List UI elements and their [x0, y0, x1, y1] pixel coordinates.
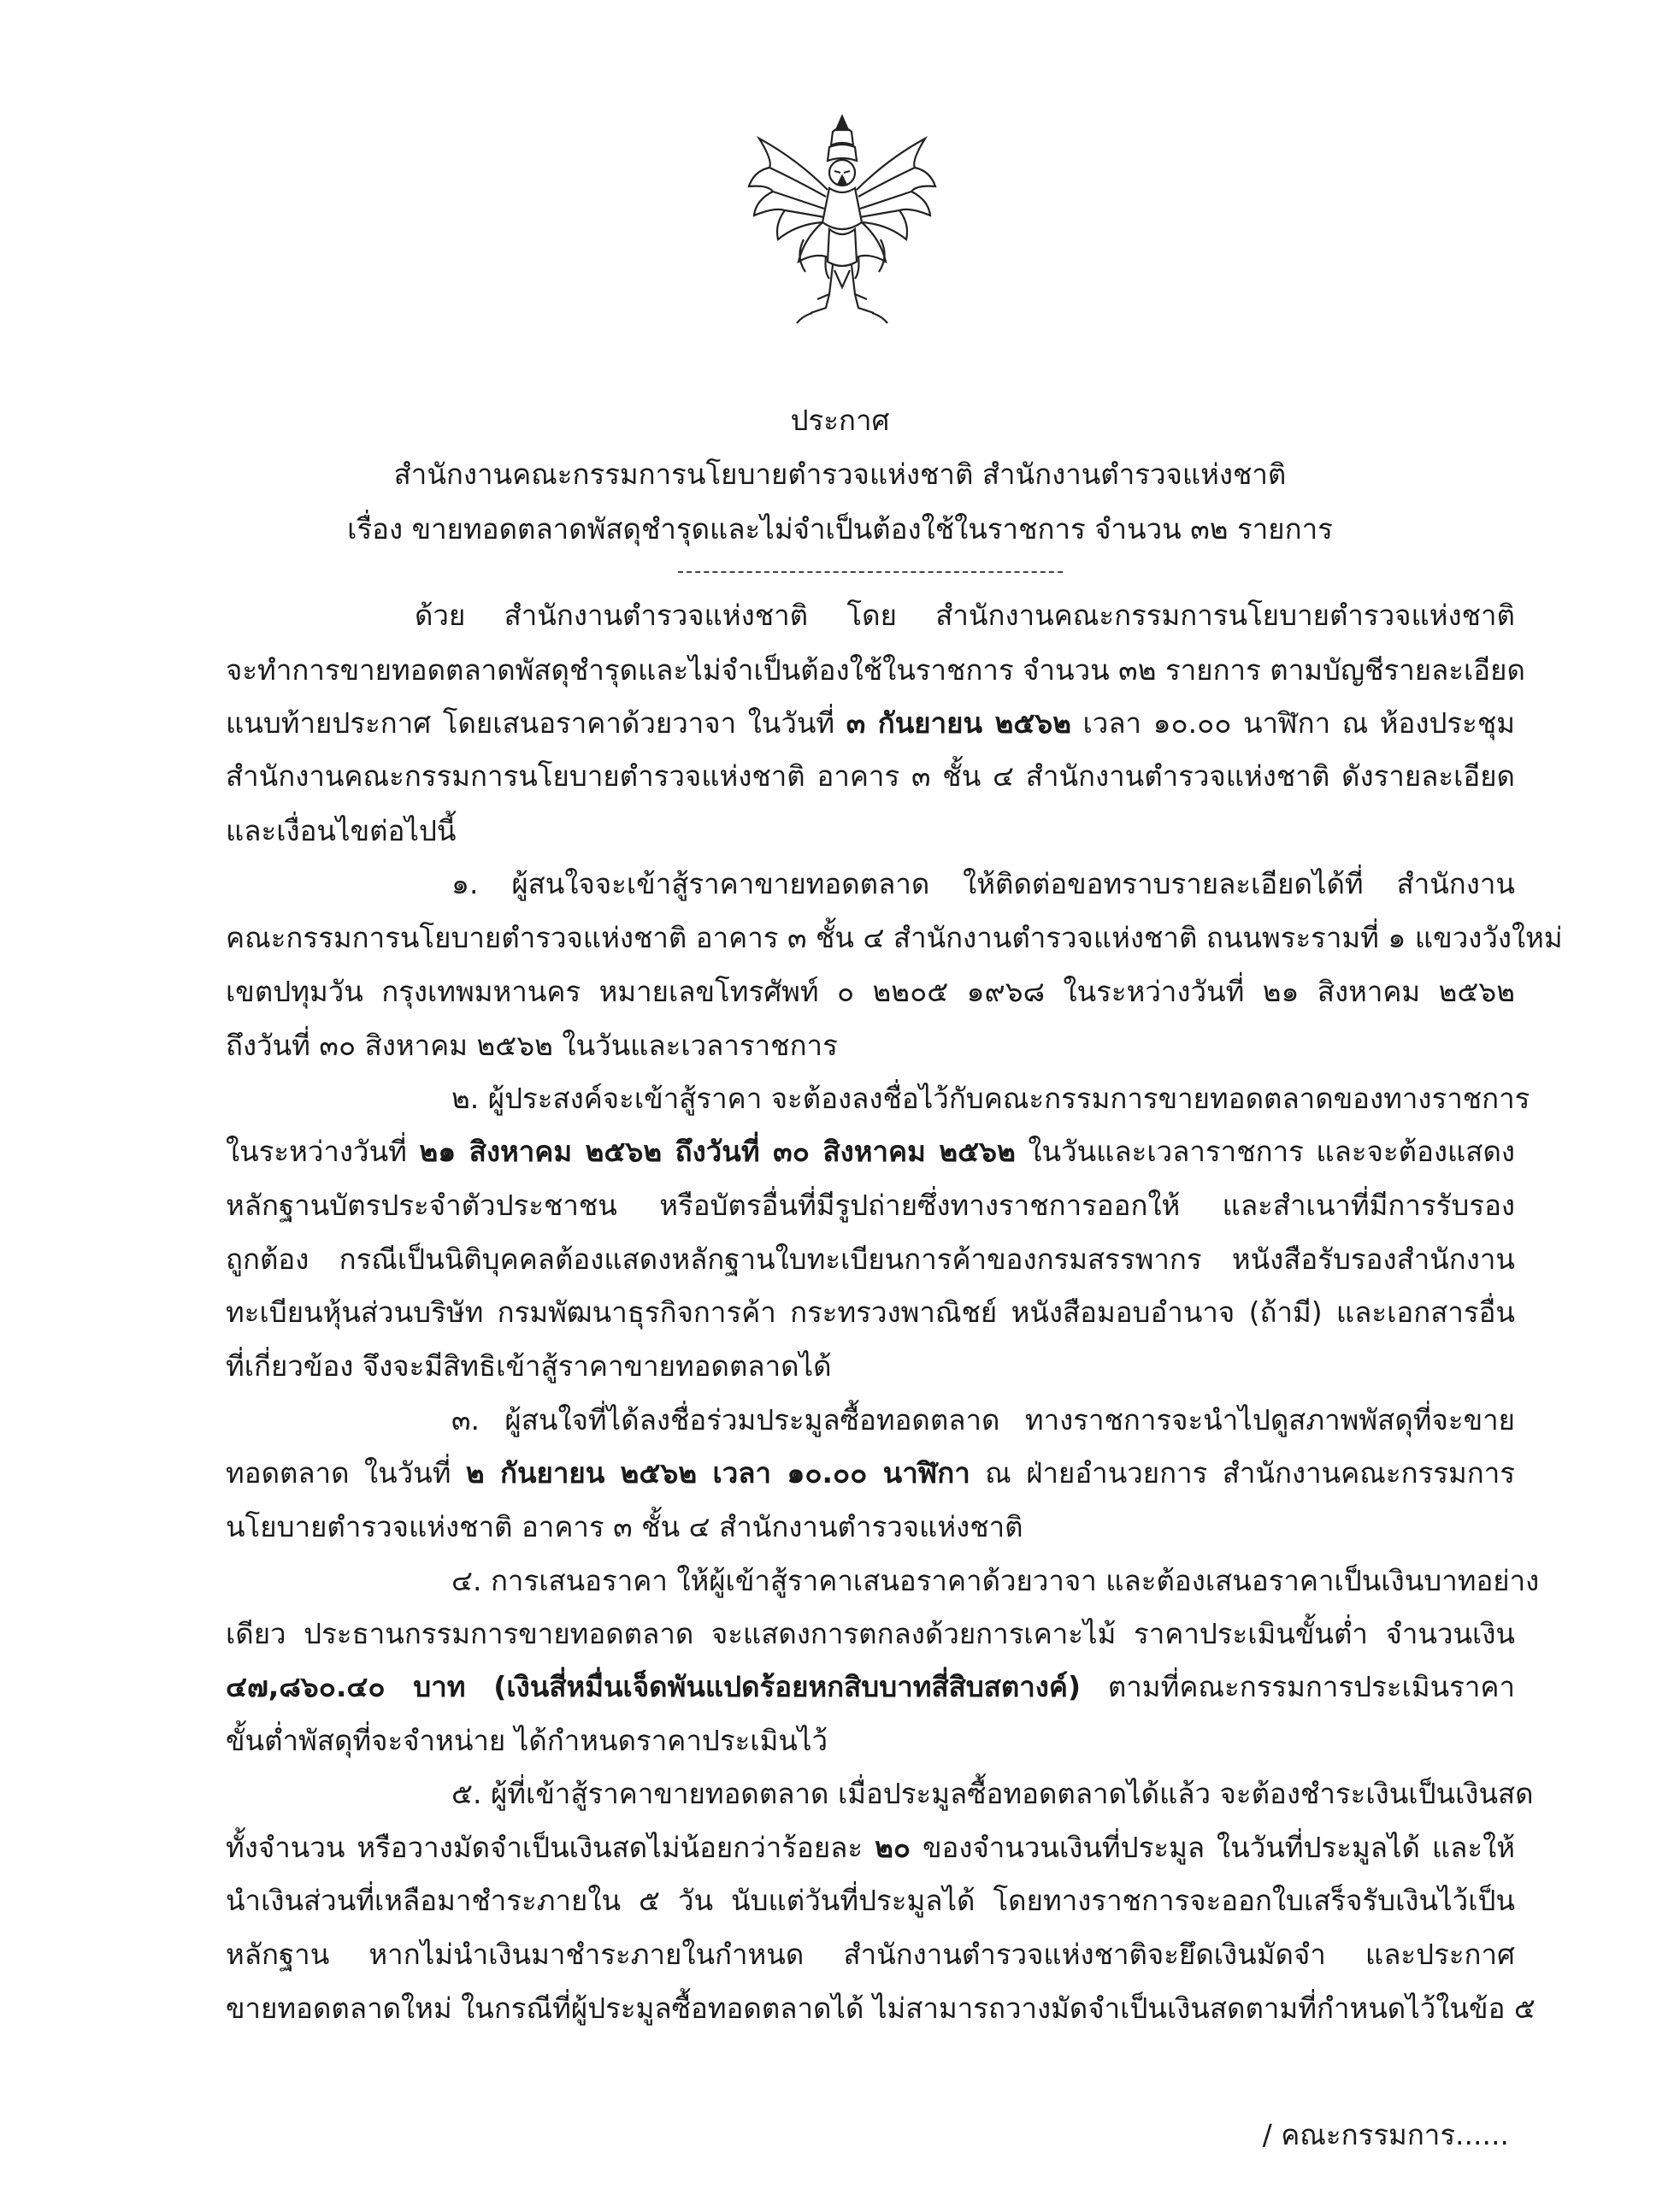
item-3-line-1: ๓. ผู้สนใจที่ได้ลงชื่อร่วมประมูลซื้อทอดตลาด ทางราชการจะนำไปดูสภาพพัสดุที่จะขาย [451, 1403, 1515, 1437]
intro-line-3: แนบท้ายประกาศ โดยเสนอราคาด้วยวาจา ในวันที่ ๓ กันยายน ๒๕๖๒ เวลา ๑๐.๐๐ นาฬิกา ณ ห้องประชุม [226, 706, 1515, 740]
intro-line-4: สำนักงานคณะกรรมการนโยบายตำรวจแห่งชาติ อาคาร ๓ ชั้น ๔ สำนักงานตำรวจแห่งชาติ ดังรายละเอียด [226, 759, 1515, 793]
item-2-line-2: ในระหว่างวันที่ ๒๑ สิงหาคม ๒๕๖๒ ถึงวันที่ ๓๐ สิงหาคม ๒๕๖๒ ในวันและเวลาราชการ และจะต้องแสดง [226, 1135, 1515, 1168]
item-4-line-4: ขั้นต่ำพัสดุที่จะจำหน่าย ได้กำหนดราคาประเมินไว้ [226, 1724, 828, 1757]
item-1-line-4: ถึงวันที่ ๓๐ สิงหาคม ๒๕๖๒ ในวันและเวลาราชการ [226, 1029, 838, 1062]
item-1-line-2: คณะกรรมการนโยบายตำรวจแห่งชาติ อาคาร ๓ ชั้น ๔ สำนักงานตำรวจแห่งชาติ ถนนพระรามที่ ๑ แขวงวังใหม่ [226, 921, 1563, 954]
item-2-line-1: ๒. ผู้ประสงค์จะเข้าสู้ราคา จะต้องลงชื่อไว้กับคณะกรรมการขายทอดตลาดของทางราชการ [451, 1082, 1530, 1115]
continuation-footer: / คณะกรรมการ...... [1262, 2118, 1509, 2151]
item-5-line-4: หลักฐาน หากไม่นำเงินมาชำระภายในกำหนด สำนักงานตำรวจแห่งชาติจะยึดเงินมัดจำ และประกาศ [226, 1938, 1515, 1971]
item-5-line-3: นำเงินส่วนที่เหลือมาชำระภายใน ๕ วัน นับแต่วันที่ประมูลได้ โดยทางราชการจะออกใบเสร็จรับเงินไว้เป็น [226, 1884, 1515, 1917]
intro-line-1: ด้วย สำนักงานตำรวจแห่งชาติ โดย สำนักงานคณะกรรมการนโยบายตำรวจแห่งชาติ [415, 599, 1515, 632]
item-2-line-3: หลักฐานบัตรประจำตัวประชาชน หรือบัตรอื่นที่มีรูปถ่ายซึ่งทางราชการออกให้ และสำเนาที่มีการรับรอง [226, 1189, 1515, 1222]
item-1-line-3: เขตปทุมวัน กรุงเทพมหานคร หมายเลขโทรศัพท์ ๐ ๒๒๐๕ ๑๙๖๘ ในระหว่างวันที่ ๒๑ สิงหาคม ๒๕๖๒ [226, 975, 1515, 1008]
item-2-line-5: ทะเบียนหุ้นส่วนบริษัท กรมพัฒนาธุรกิจการค้า กระทรวงพาณิชย์ หนังสือมอบอำนาจ (ถ้ามี) และเอกสารอื่น [226, 1295, 1515, 1329]
item-5-line-2: ทั้งจำนวน หรือวางมัดจำเป็นเงินสดไม่น้อยกว่าร้อยละ ๒๐ ของจำนวนเงินที่ประมูล ในวันที่ประมูลได้ และให้ [226, 1831, 1515, 1864]
header-divider [678, 571, 1063, 573]
garuda-emblem-icon [744, 111, 940, 325]
item-2-line-6: ที่เกี่ยวข้อง จึงจะมีสิทธิเข้าสู้ราคาขายทอดตลาดได้ [226, 1349, 832, 1383]
document-subject: เรื่อง ขายทอดตลาดพัสดุชำรุดและไม่จำเป็นต้องใช้ในราชการ จำนวน ๓๒ รายการ [347, 512, 1333, 546]
item-4-line-2: เดียว ประธานกรรมการขายทอดตลาด จะแสดงการตกลงด้วยการเคาะไม้ ราคาประเมินขั้นต่ำ จำนวนเงิน [226, 1617, 1515, 1650]
item-2-line-4: ถูกต้อง กรณีเป็นนิติบุคคลต้องแสดงหลักฐานใบทะเบียนการค้าของกรมสรรพากร หนังสือรับรองสำนักงาน [226, 1242, 1515, 1276]
document-title: ประกาศ [790, 404, 890, 437]
intro-line-2: จะทำการขายทอดตลาดพัสดุชำรุดและไม่จำเป็นต้องใช้ในราชการ จำนวน ๓๒ รายการ ตามบัญชีรายละเอียด [226, 653, 1525, 687]
item-5-line-5: ขายทอดตลาดใหม่ ในกรณีที่ผู้ประมูลซื้อทอดตลาดได้ ไม่สามารถวางมัดจำเป็นเงินสดตามที่กำหนดไว้ในข้อ ๕ [226, 1991, 1536, 2025]
intro-line-5: และเงื่อนไขต่อไปนี้ [226, 814, 457, 847]
item-4-line-1: ๔. การเสนอราคา ให้ผู้เข้าสู้ราคาเสนอราคาด้วยวาจา และต้องเสนอราคาเป็นเงินบาทอย่าง [451, 1564, 1540, 1597]
item-3-line-3: นโยบายตำรวจแห่งชาติ อาคาร ๓ ชั้น ๔ สำนักงานตำรวจแห่งชาติ [226, 1510, 1023, 1543]
item-3-line-2: ทอดตลาด ในวันที่ ๒ กันยายน ๒๕๖๒ เวลา ๑๐.๐๐ นาฬิกา ณ ฝ่ายอำนวยการ สำนักงานคณะกรรมการ [226, 1456, 1515, 1490]
item-4-line-3: ๔๗,๘๖๐.๔๐ บาท (เงินสี่หมื่นเจ็ดพันแปดร้อยหกสิบบาทสี่สิบสตางค์) ตามที่คณะกรรมการประเมินราคา [226, 1670, 1515, 1703]
item-5-line-1: ๕. ผู้ที่เข้าสู้ราคาขายทอดตลาด เมื่อประมูลซื้อทอดตลาดได้แล้ว จะต้องชำระเงินเป็นเงินสด [451, 1777, 1534, 1810]
issuing-agency: สำนักงานคณะกรรมการนโยบายตำรวจแห่งชาติ สำนักงานตำรวจแห่งชาติ [393, 457, 1287, 491]
item-1-line-1: ๑. ผู้สนใจจะเข้าสู้ราคาขายทอดตลาด ให้ติดต่อขอทราบรายละเอียดได้ที่ สำนักงาน [451, 867, 1515, 900]
